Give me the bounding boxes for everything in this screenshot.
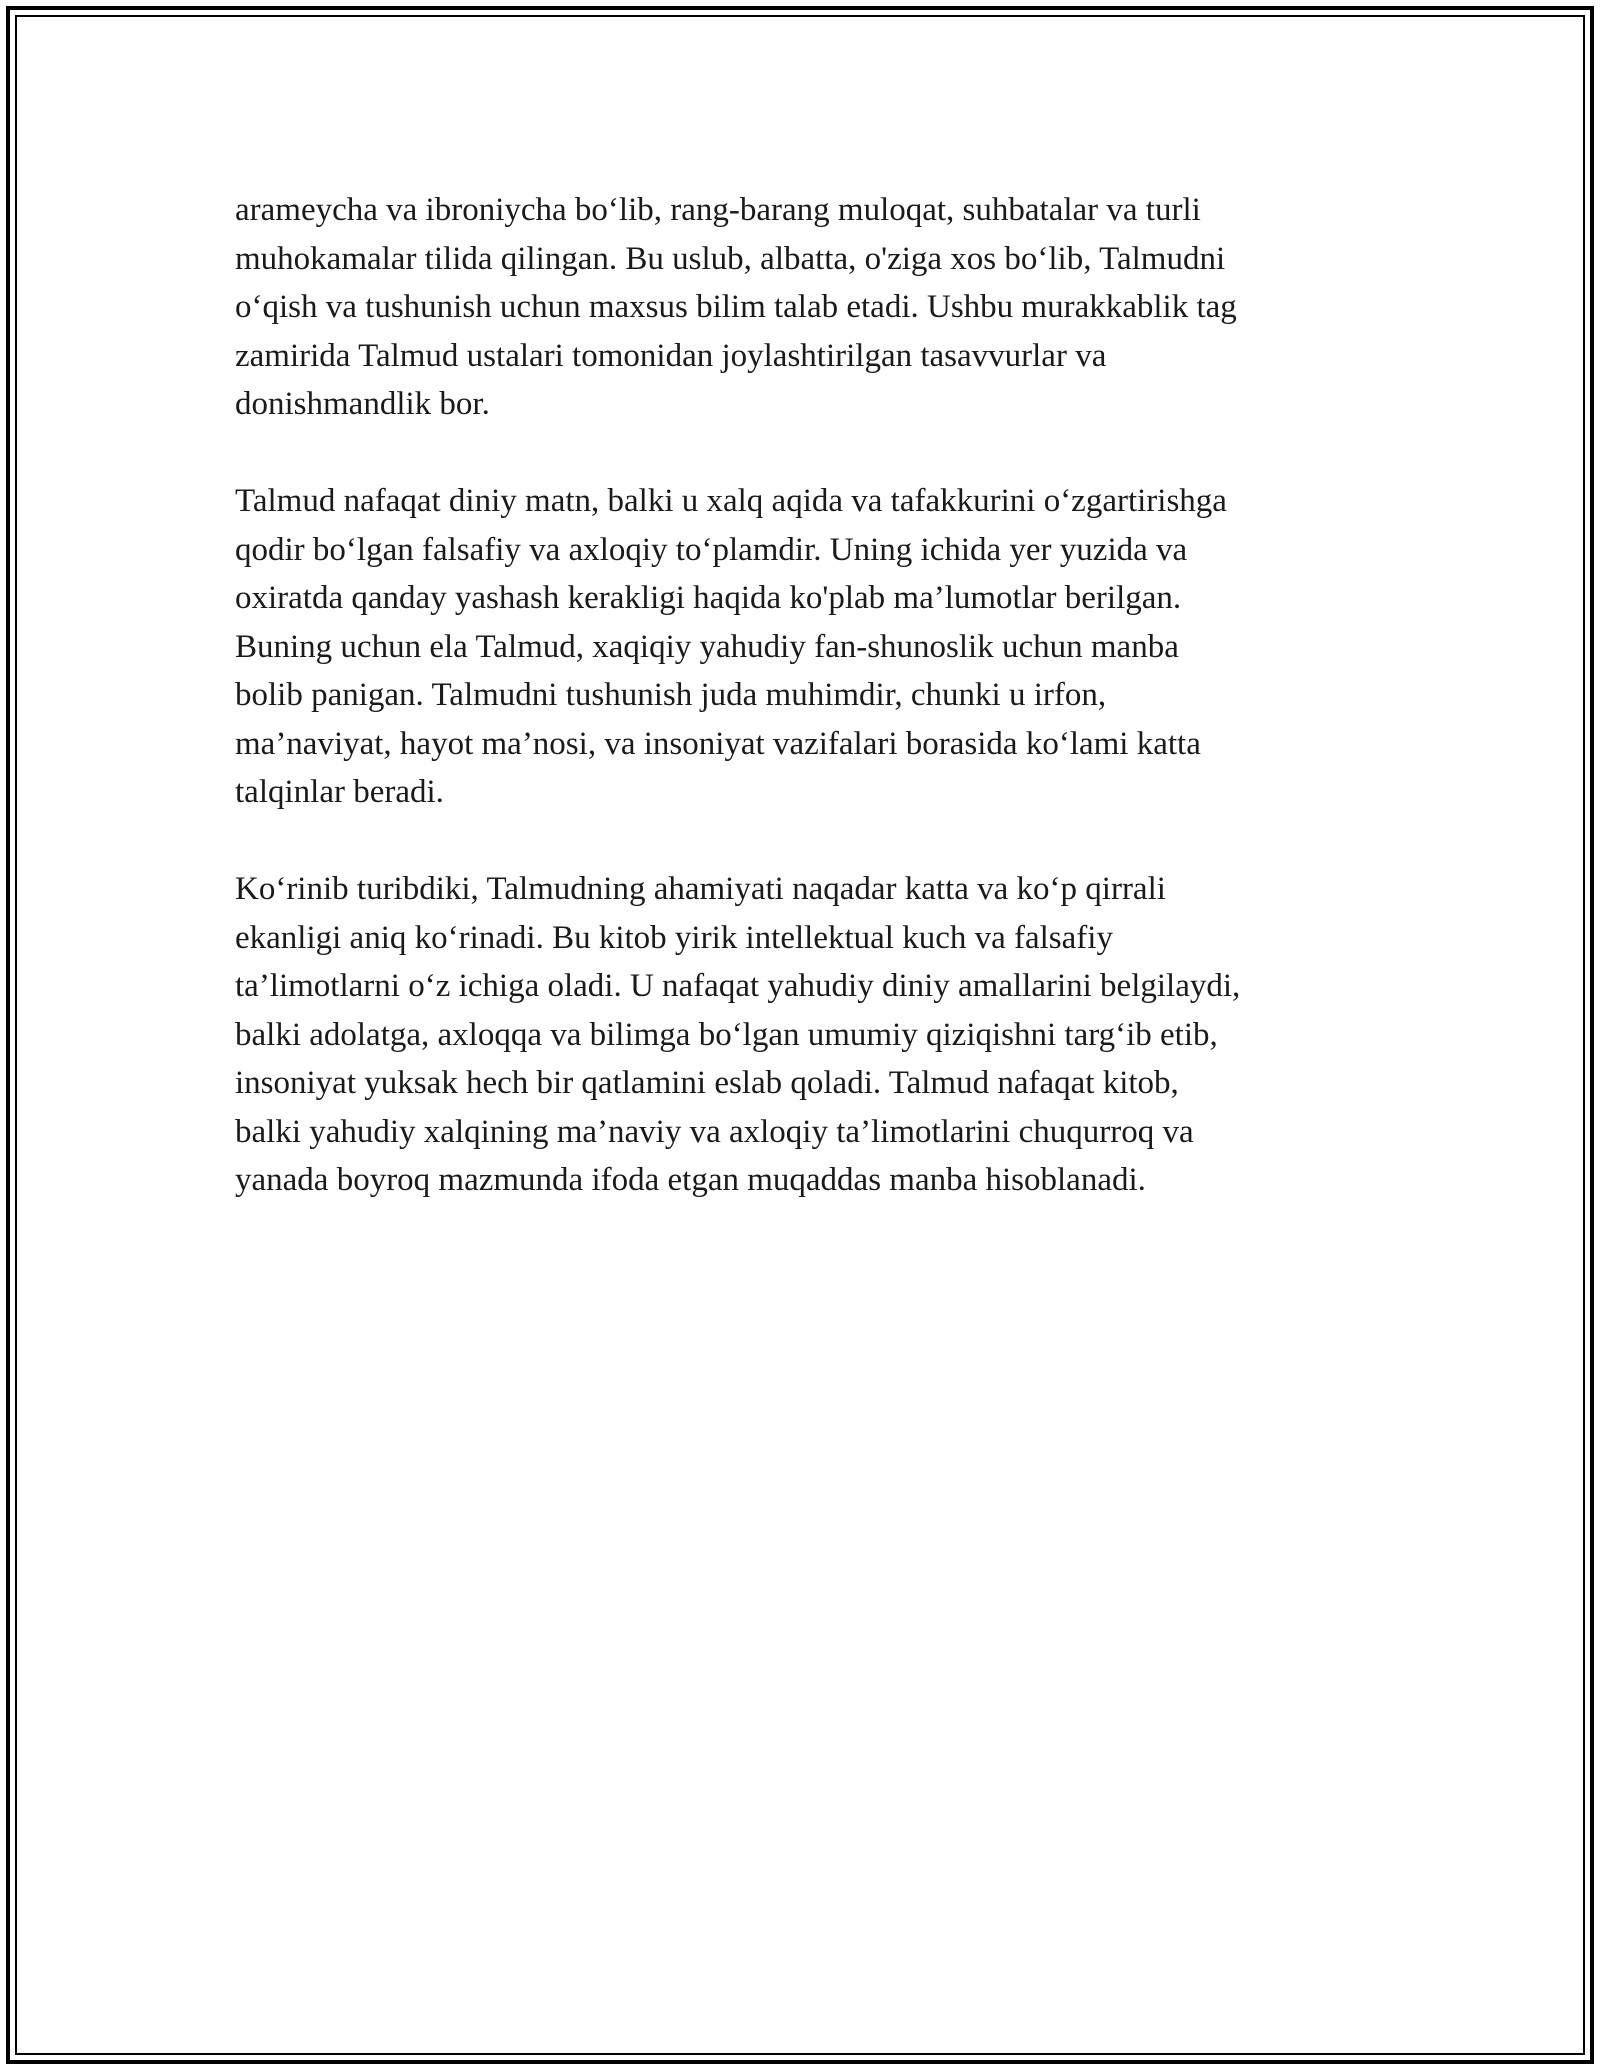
text-line: zamirida Talmud ustalari tomonidan joylashtirilgan tasavvurlar va xyxy=(235,337,1107,374)
paragraph-2 xyxy=(235,477,1365,817)
text-line: insoniyat yuksak hech bir qatlamini eslab qoladi. Talmud nafaqat kitob, xyxy=(235,1065,1179,1101)
text-line: arameycha va ibroniycha bo‘lib, rang-barang muloqat, suhbatalar va turli xyxy=(235,192,1201,228)
text-line: balki yahudiy xalqining ma’naviy va axloqiy ta’limotlarini chuqurroq va xyxy=(235,1113,1194,1150)
document-body xyxy=(235,186,1365,1253)
text-line: Talmud nafaqat diniy matn, balki u xalq aqida va tafakkurini o‘zgartirishga xyxy=(235,483,1227,519)
text-line: ekanligi aniq ko‘rinadi. Bu kitob yirik intellektual kuch va falsafiy xyxy=(235,919,1113,956)
text-line: donishmandlik bor. xyxy=(235,386,490,422)
text-line: balki adolatga, axloqqa va bilimga bo‘lgan umumiy qiziqishni targ‘ib etib, xyxy=(235,1016,1218,1053)
text-line: ta’limotlarni o‘z ichiga oladi. U nafaqat yahudiy diniy amallarini belgilaydi, xyxy=(235,968,1241,1004)
text-line: bolib panigan. Talmudni tushunish juda muhimdir, chunki u irfon, xyxy=(235,677,1107,713)
paragraph-3 xyxy=(235,865,1365,1205)
text-line: oxiratda qanday yashash kerakligi haqida ko'plab ma’lumotlar berilgan. xyxy=(235,580,1182,616)
text-line: muhokamalar tilida qilingan. Bu uslub, albatta, o'ziga xos bo‘lib, Talmudni xyxy=(235,240,1226,277)
text-line: ma’naviyat, hayot ma’nosi, va insoniyat vazifalari borasida ko‘lami katta xyxy=(235,725,1201,762)
text-line: Ko‘rinib turibdiki, Talmudning ahamiyati naqadar katta va ko‘p qirrali xyxy=(235,871,1166,907)
text-line: Buning uchun ela Talmud, xaqiqiy yahudiy fan-shunoslik uchun manba xyxy=(235,628,1179,665)
paragraph-1 xyxy=(235,186,1365,429)
text-line: o‘qish va tushunish uchun maxsus bilim talab etadi. Ushbu murakkablik tag xyxy=(235,289,1237,325)
text-line: qodir bo‘lgan falsafiy va axloqiy to‘plamdir. Uning ichida yer yuzida va xyxy=(235,531,1188,568)
text-line: yanada boyroq mazmunda ifoda etgan muqaddas manba hisoblanadi. xyxy=(235,1162,1146,1198)
text-line: talqinlar beradi. xyxy=(235,774,444,810)
